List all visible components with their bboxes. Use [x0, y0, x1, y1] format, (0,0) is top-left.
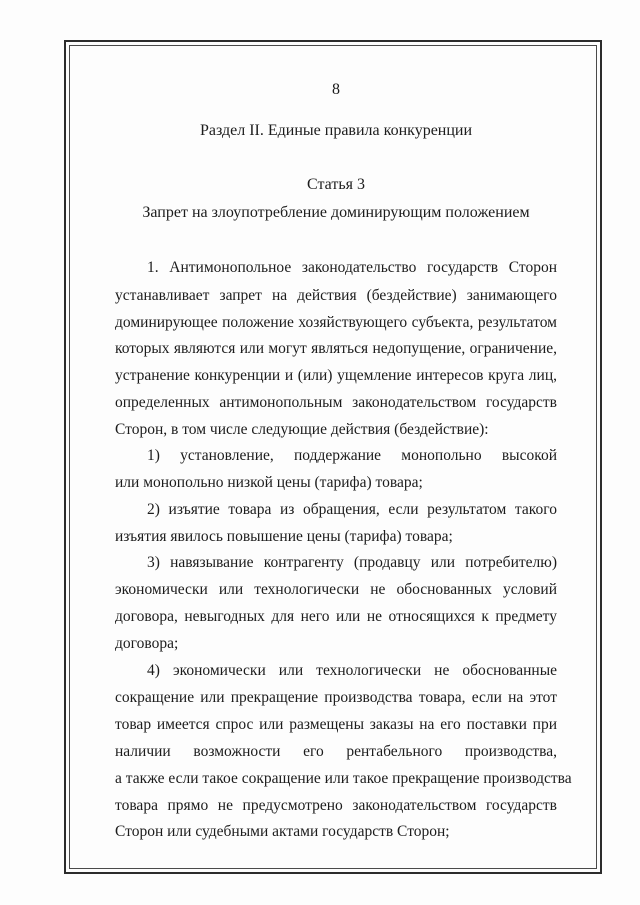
text-line: товар имеется спрос или размещены заказы на его поставки при: [115, 716, 557, 733]
text-line: экономически или технологически не обоснованных условий: [115, 581, 557, 598]
text-line: а также если такое сокращение или такое прекращение производства: [115, 770, 572, 787]
text-line: Сторон, в том числе следующие действия (бездействие):: [115, 421, 489, 438]
text-line: товара прямо не предусмотрено законодательством государств: [115, 797, 557, 814]
article-title: Запрет на злоупотребление доминирующим положением: [142, 204, 530, 221]
section-title: Раздел II. Единые правила конкуренции: [199, 122, 473, 139]
text-line: 4) экономически или технологически не обоснованные: [147, 662, 557, 679]
text-line: наличии возможности его рентабельного производства,: [115, 743, 557, 760]
text-line: доминирующее положение хозяйствующего субъекта, результатом: [115, 314, 557, 331]
text-line: сокращение или прекращение производства товара, если на этот: [115, 689, 557, 706]
page-number: 8: [332, 81, 340, 98]
text-line: которых являются или могут являться недопущение, ограничение,: [115, 340, 557, 357]
text-line: Сторон или судебными актами государств Сторон;: [115, 823, 450, 840]
text-line: определенных антимонопольным законодательством государств: [115, 394, 557, 411]
text-line: устанавливает запрет на действия (бездействие) занимающего: [115, 287, 557, 304]
text-line: 1. Антимонопольное законодательство государств Сторон: [147, 259, 557, 276]
text-line: изъятия явилось повышение цены (тарифа) товара;: [115, 528, 453, 545]
text-line: или монопольно низкой цены (тарифа) товара;: [115, 474, 423, 491]
text-line: 1) установление, поддержание монопольно высокой: [147, 447, 557, 464]
article-number: Статья 3: [307, 176, 365, 193]
text-line: 2) изъятие товара из обращения, если результатом такого: [147, 501, 557, 518]
text-line: договора;: [115, 635, 179, 652]
text-line: договора, невыгодных для него или не относящихся к предмету: [115, 608, 557, 625]
text-line: 3) навязывание контрагенту (продавцу или потребителю): [147, 554, 557, 571]
text-line: устранение конкуренции и (или) ущемление интересов круга лиц,: [115, 367, 557, 384]
